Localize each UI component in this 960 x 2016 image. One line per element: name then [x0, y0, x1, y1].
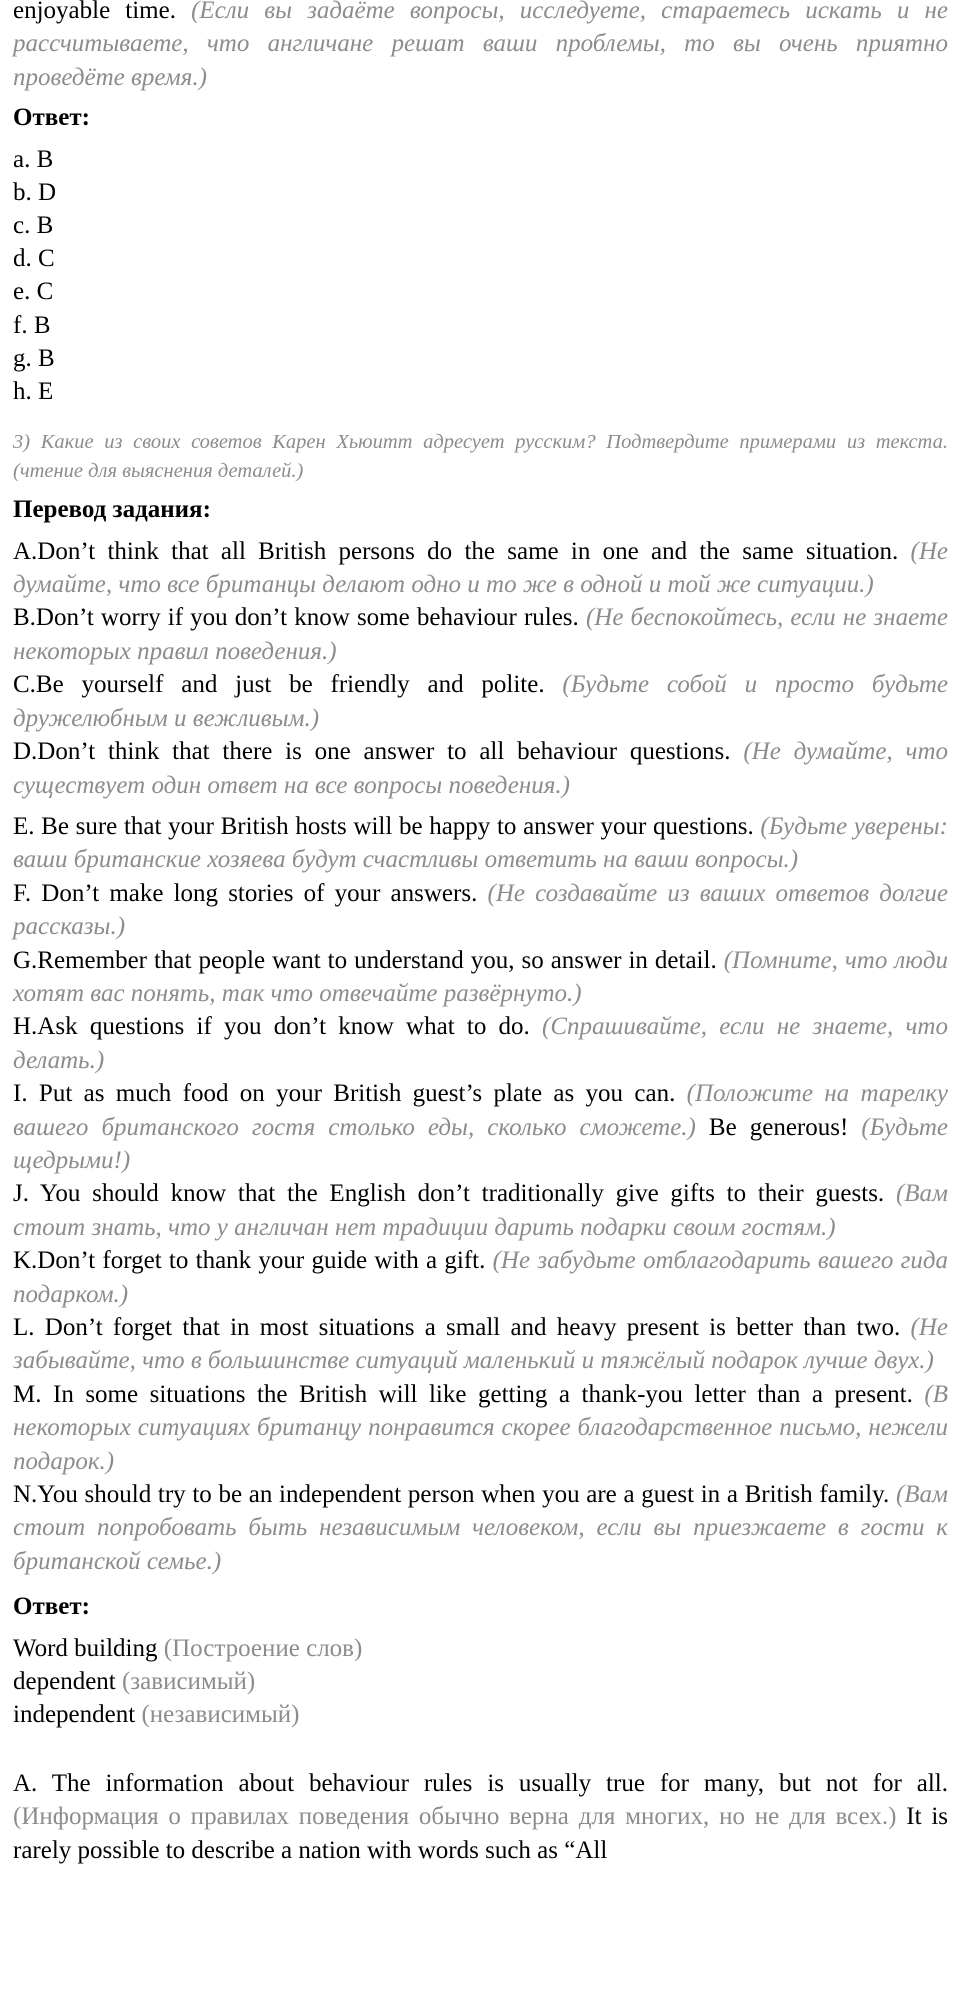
final-ru: (Информация о правилах поведения обычно верна для многих, но не для всех.)	[13, 1803, 897, 1831]
advice-en: F. Don’t make long stories of your answers.	[13, 879, 478, 907]
answer-item: h. E	[13, 378, 54, 406]
advice-en: C.Be yourself and just be friendly and polite.	[13, 671, 545, 699]
advice-ru: (Не беспокойтесь, если не знаете некоторых правил поведения.)	[13, 604, 948, 665]
advice-item-h	[13, 1010, 948, 1077]
word-en: independent	[13, 1701, 136, 1729]
task-text: 3) Какие из своих советов Карен Хьюитт адресует русским? Подтвердите примерами из текста. (чтение для выяснения деталей.)	[13, 431, 948, 483]
answer-item: f. B	[13, 311, 51, 339]
advice-en: A.Don’t think that all British persons do the same in one and the same situation.	[13, 537, 899, 565]
advice-ru: (Не забудьте отблагодарить вашего гида подарком.)	[13, 1247, 948, 1308]
word-en: Word building	[13, 1634, 158, 1662]
advice-en: K.Don’t forget to thank your guide with a gift.	[13, 1247, 486, 1275]
translation-heading: Перевод задания:	[13, 496, 211, 524]
advice-ru: (В некоторых ситуациях британцу понравится скорее благодарственное письмо, нежели подарок.)	[13, 1380, 949, 1475]
final-en: A. The information about behaviour rules is usually true for many, but not for all.	[13, 1769, 948, 1797]
advice-ru: (Помните, что люди хотят вас понять, так что отвечайте развёрнуто.)	[13, 946, 948, 1007]
advice-en: G.Remember that people want to understand you, so answer in detail.	[13, 946, 717, 974]
advice-item-n	[13, 1478, 948, 1578]
word-en: dependent	[13, 1668, 116, 1696]
advice-ru: (Не создавайте из ваших ответов долгие рассказы.)	[13, 879, 949, 941]
advice-item-e	[13, 810, 948, 877]
advice-item-k	[13, 1244, 948, 1311]
advice-ru-2: (Будьте щедрыми!)	[13, 1113, 948, 1174]
advice-en: E. Be sure that your British hosts will be happy to answer your questions.	[13, 812, 754, 840]
answer-item: a. B	[13, 145, 54, 173]
word-ru: (независимый)	[141, 1701, 300, 1729]
advice-ru: (Будьте собой и просто будьте дружелюбным и вежливым.)	[13, 671, 948, 732]
advice-en: M. In some situations the British will like getting a thank-you letter than a present.	[13, 1380, 913, 1408]
word-building-line	[13, 1665, 948, 1698]
answer-item: g. B	[13, 344, 55, 372]
advice-ru: (Вам стоит попробовать быть независимым человеком, если вы приезжаете в гости к британской семье.)	[13, 1481, 948, 1575]
advice-ru: (Не думайте, что существует один ответ на все вопросы поведения.)	[13, 738, 949, 799]
advice-item-d	[13, 735, 948, 802]
word-building-line	[13, 1698, 948, 1731]
advice-item-a	[13, 535, 948, 602]
advice-item-m	[13, 1378, 948, 1478]
answer-heading-1: Ответ:	[13, 104, 90, 132]
answer-item: e. C	[13, 278, 54, 306]
advice-item-g	[13, 944, 948, 1011]
advice-ru: (Спрашивайте, если не знаете, что делать.)	[13, 1013, 948, 1074]
advice-ru: (Не забывайте, что в большинстве ситуаций маленький и тяжёлый подарок лучше двух.)	[13, 1314, 948, 1375]
intro-ru: (Если вы задаёте вопросы, исследуете, стараетесь искать и не рассчитываете, что англичане решат ваши проблемы, то вы очень приятно проведёте время.)	[13, 0, 948, 91]
advice-item-j	[13, 1177, 948, 1244]
intro-paragraph	[13, 0, 948, 94]
advice-en-2: Be generous!	[708, 1113, 849, 1141]
spacer	[13, 1732, 948, 1767]
final-paragraph	[13, 1767, 948, 1867]
intro-en: enjoyable time.	[13, 0, 176, 24]
advice-item-i	[13, 1077, 948, 1177]
word-ru: (зависимый)	[121, 1668, 256, 1696]
advice-en: B.Don’t worry if you don’t know some behaviour rules.	[13, 604, 579, 632]
word-building-block	[13, 1632, 948, 1732]
advice-ru: (Положите на тарелку вашего британского гостя столько еды, сколько сможете.)	[13, 1080, 949, 1141]
advice-item-b	[13, 601, 948, 668]
advice-item-l	[13, 1311, 948, 1378]
advice-ru: (Не думайте, что все британцы делают одно и то же в одной и той же ситуации.)	[13, 537, 948, 599]
word-building-line	[13, 1632, 948, 1665]
answer-list	[13, 143, 948, 409]
advice-ru: (Будьте уверены: ваши британские хозяева будут счастливы ответить на ваши вопросы.)	[13, 812, 949, 874]
advice-en: I. Put as much food on your British guest’s plate as you can.	[13, 1080, 676, 1108]
advice-en: H.Ask questions if you don’t know what to do.	[13, 1013, 530, 1041]
word-ru: (Построение слов)	[163, 1634, 363, 1662]
answer-item: d. C	[13, 245, 55, 273]
advice-en: J. You should know that the English don’t traditionally give gifts to their guests.	[13, 1180, 885, 1208]
advice-item-c	[13, 668, 948, 735]
answer-item: b. D	[13, 178, 57, 206]
advice-en: N.You should try to be an independent person when you are a guest in a British family.	[13, 1481, 890, 1509]
answer-item: c. B	[13, 212, 54, 240]
advice-ru: (Вам стоит знать, что у англичан нет традиции дарить подарки своим гостям.)	[13, 1180, 948, 1241]
answer-heading-2: Ответ:	[13, 1593, 90, 1621]
advice-item-f	[13, 877, 948, 944]
advice-en: L. Don’t forget that in most situations a small and heavy present is better than two.	[13, 1314, 901, 1341]
advice-en: D.Don’t think that there is one answer to all behaviour questions.	[13, 738, 731, 766]
final-en-2: It is rarely possible to describe a nation with words such as “All	[13, 1803, 948, 1864]
